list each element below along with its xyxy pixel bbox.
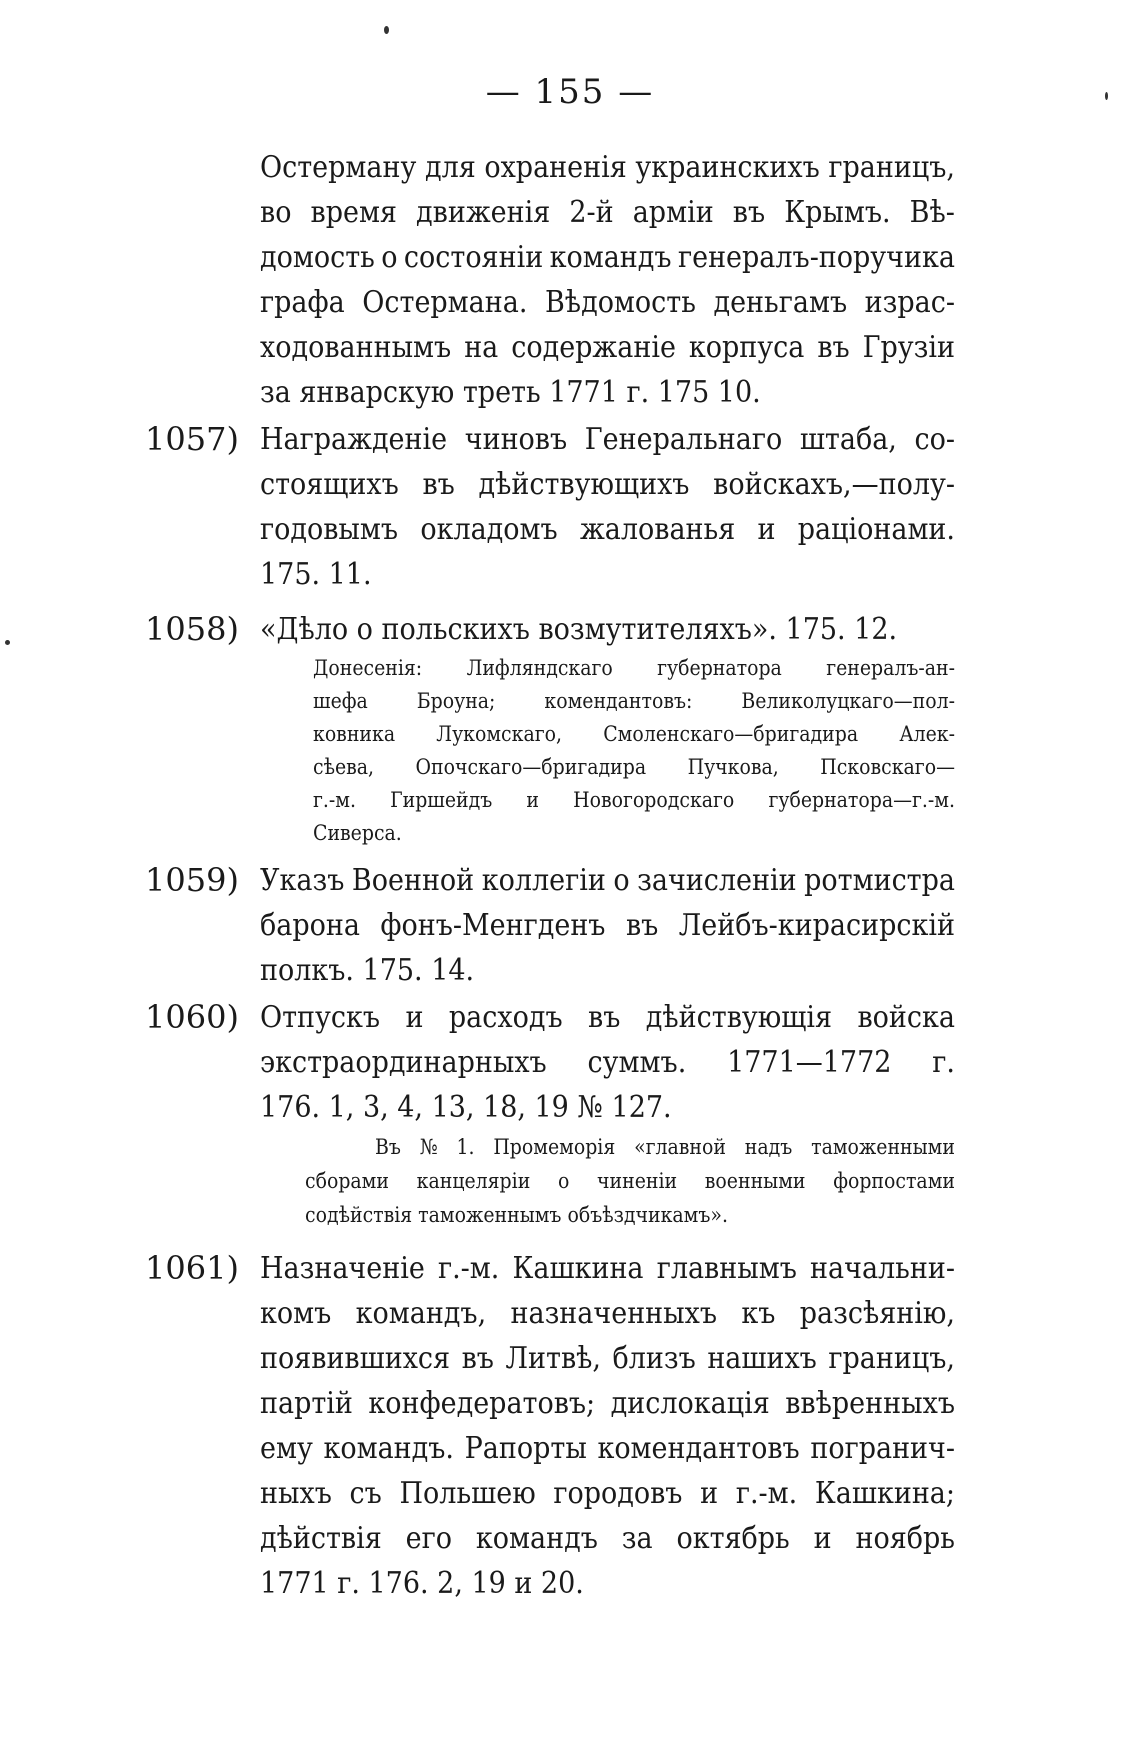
intro-paragraph xyxy=(260,145,955,415)
note-line xyxy=(375,1130,955,1164)
text-line xyxy=(260,903,955,948)
page-number: — 155 — xyxy=(485,72,655,112)
word: дислокація xyxy=(610,1386,770,1421)
word: губернатора xyxy=(657,656,782,680)
word: командъ xyxy=(475,1521,598,1556)
word: командъ, xyxy=(355,1296,487,1331)
word: въ xyxy=(588,1000,621,1035)
word: на xyxy=(464,330,499,365)
word: чиновъ xyxy=(464,422,568,457)
word: штаба, xyxy=(799,422,897,457)
text-line xyxy=(260,190,955,235)
word: окладомъ xyxy=(420,512,558,547)
word: израс- xyxy=(864,285,955,320)
word: Остермана. xyxy=(362,285,528,320)
word: Вѣдомость xyxy=(544,285,696,320)
word: г.-м. xyxy=(735,1476,798,1511)
word: губернатора—г.-м. xyxy=(768,788,955,812)
entry-1057 xyxy=(145,417,955,597)
text-line xyxy=(260,995,955,1040)
entry-number: 1058) xyxy=(145,610,239,648)
text-line xyxy=(260,1426,955,1471)
word: дѣйствующія xyxy=(645,1000,833,1035)
word: въ xyxy=(732,195,766,230)
text-line xyxy=(260,1381,955,1426)
word: ввѣренныхъ xyxy=(785,1386,955,1421)
entry-1059 xyxy=(145,858,955,993)
word: Награжденіе xyxy=(260,422,448,457)
word: шефа xyxy=(313,689,368,713)
word: во xyxy=(260,195,292,230)
word: Остерману xyxy=(260,150,417,185)
text-line: 1771 г. 176. 2, 19 и 20. xyxy=(260,1566,584,1601)
word: г. xyxy=(932,1045,955,1080)
word: Лейбъ-кирасирскій xyxy=(678,908,955,943)
print-speck xyxy=(384,26,389,34)
entry-number: 1059) xyxy=(145,861,239,899)
word: границъ, xyxy=(828,150,955,185)
word: нашихъ xyxy=(707,1341,817,1376)
text-line xyxy=(260,1471,955,1516)
entry-1061 xyxy=(145,1246,955,1606)
note-line: содѣйствія таможеннымъ объѣздчикамъ». xyxy=(305,1203,728,1227)
word: назначенныхъ xyxy=(510,1296,718,1331)
word: фонъ-Менгденъ xyxy=(380,908,606,943)
word: и xyxy=(700,1476,719,1511)
word: разсѣянію, xyxy=(799,1296,955,1331)
word: комъ xyxy=(260,1296,332,1331)
word: Броуна; xyxy=(416,689,496,713)
word: № xyxy=(419,1135,438,1159)
word: Военной xyxy=(351,863,475,898)
word: корпуса xyxy=(688,330,805,365)
text-line xyxy=(260,1336,955,1381)
word: сборами xyxy=(305,1169,389,1193)
word: близъ xyxy=(612,1341,696,1376)
word: домость xyxy=(260,240,375,275)
word: партій xyxy=(260,1386,353,1421)
word: форпостами xyxy=(833,1169,955,1193)
word: Гиршейдъ xyxy=(390,788,493,812)
text-line xyxy=(260,1040,955,1085)
word: со- xyxy=(914,422,955,457)
word: ныхъ xyxy=(260,1476,332,1511)
entry-note xyxy=(313,652,955,850)
word: Псковскаго— xyxy=(820,755,955,779)
text-line xyxy=(260,1291,955,1336)
word: время xyxy=(310,195,397,230)
entry-number: 1060) xyxy=(145,998,239,1036)
word: появившихся xyxy=(260,1341,451,1376)
print-speck xyxy=(1105,92,1108,100)
word: границъ, xyxy=(828,1341,955,1376)
word: о xyxy=(381,240,398,275)
word: городовъ xyxy=(553,1476,683,1511)
word: чиненіи xyxy=(597,1169,678,1193)
word: Литвѣ, xyxy=(505,1341,601,1376)
word: деньгамъ xyxy=(713,285,848,320)
word: движенія xyxy=(416,195,551,230)
word: и xyxy=(526,788,540,812)
word: годовымъ xyxy=(260,512,399,547)
note-line xyxy=(313,652,955,685)
word: Польшею xyxy=(399,1476,536,1511)
word: генералъ-ан- xyxy=(826,656,955,680)
entry-number: 1057) xyxy=(145,420,239,458)
word: его xyxy=(405,1521,453,1556)
word: Кашкина xyxy=(512,1251,644,1286)
word: погранич- xyxy=(810,1431,955,1466)
word: и xyxy=(405,1000,424,1035)
word: дѣйствующихъ xyxy=(478,467,690,502)
note-line: Сиверса. xyxy=(313,821,402,845)
note-line xyxy=(313,751,955,784)
word: г.-м. xyxy=(313,788,356,812)
text-line xyxy=(260,462,955,507)
word: арміи xyxy=(632,195,714,230)
text-line: за январскую треть 1771 г. 175 10. xyxy=(260,375,761,410)
word: главнымъ xyxy=(656,1251,797,1286)
word: дѣйствія xyxy=(260,1521,382,1556)
word: военными xyxy=(704,1169,806,1193)
word: 1771—1772 xyxy=(727,1045,892,1080)
word: о xyxy=(557,1169,570,1193)
text-line: 176. 1, 3, 4, 13, 18, 19 № 127. xyxy=(260,1090,672,1125)
word: октябрь xyxy=(676,1521,790,1556)
word: ходованнымъ xyxy=(260,330,452,365)
word: командъ. xyxy=(323,1431,455,1466)
word: раціонами. xyxy=(797,512,955,547)
entry-note xyxy=(305,1130,955,1232)
word: комендантовъ: xyxy=(544,689,693,713)
word: суммъ. xyxy=(587,1045,687,1080)
word: Назначеніе xyxy=(260,1251,425,1286)
word: командъ xyxy=(549,240,672,275)
word: Кашкина; xyxy=(814,1476,955,1511)
note-line xyxy=(313,784,955,817)
note-line xyxy=(313,718,955,751)
word: Опочскаго—бригадира xyxy=(415,755,647,779)
entry-1058 xyxy=(145,607,955,850)
word: и xyxy=(813,1521,832,1556)
word: Отпускъ xyxy=(260,1000,381,1035)
word: для xyxy=(424,150,476,185)
word: Алек- xyxy=(899,722,955,746)
word: конфедератовъ; xyxy=(368,1386,596,1421)
word: Въ xyxy=(375,1135,401,1159)
text-line: полкъ. 175. 14. xyxy=(260,953,475,988)
word: ему xyxy=(260,1431,313,1466)
word: за xyxy=(621,1521,653,1556)
word: ротмистра xyxy=(804,863,955,898)
word: украинскихъ xyxy=(635,150,820,185)
word: Вѣ- xyxy=(909,195,955,230)
word: и xyxy=(757,512,776,547)
word: Рапорты xyxy=(464,1431,587,1466)
word: Пучкова, xyxy=(687,755,779,779)
word: Лукомскаго, xyxy=(436,722,562,746)
word: состояніи xyxy=(403,240,544,275)
word: въ xyxy=(625,908,659,943)
text-line xyxy=(260,1516,955,1561)
word: начальни- xyxy=(810,1251,955,1286)
note-line xyxy=(305,1164,955,1198)
word: съ xyxy=(349,1476,382,1511)
word: Лифляндскаго xyxy=(466,656,613,680)
word: ковника xyxy=(313,722,396,746)
text-line xyxy=(260,325,955,370)
word: жалованья xyxy=(579,512,736,547)
word: въ xyxy=(461,1341,494,1376)
word: экстраординарныхъ xyxy=(260,1045,547,1080)
word: стоящихъ xyxy=(260,467,399,502)
text-line: «Дѣло о польскихъ возмутителяхъ». 175. 12. xyxy=(260,612,898,647)
word: барона xyxy=(260,908,360,943)
text-line: 175. 11. xyxy=(260,557,372,592)
word: 1. xyxy=(456,1135,475,1159)
word: Великолуцкаго—пол- xyxy=(741,689,955,713)
word: 2-й xyxy=(569,195,614,230)
word: Генеральнаго xyxy=(584,422,783,457)
word: Указъ xyxy=(260,863,345,898)
entry-number: 1061) xyxy=(145,1249,239,1287)
text-line xyxy=(260,145,955,190)
entry-1060 xyxy=(145,995,955,1232)
word: къ xyxy=(741,1296,776,1331)
text-line xyxy=(260,858,955,903)
word: канцеляріи xyxy=(416,1169,531,1193)
word: зачисленіи xyxy=(637,863,797,898)
word: содержаніе xyxy=(511,330,676,365)
word: войска xyxy=(857,1000,955,1035)
note-line xyxy=(313,685,955,718)
word: Донесенія: xyxy=(313,656,423,680)
word: комендантовъ xyxy=(597,1431,800,1466)
word: въ xyxy=(422,467,455,502)
word: Новогородскаго xyxy=(573,788,735,812)
word: войскахъ,—полу- xyxy=(713,467,955,502)
word: г.-м. xyxy=(437,1251,500,1286)
word: «главной xyxy=(634,1135,726,1159)
word: таможенными xyxy=(811,1135,955,1159)
text-line xyxy=(260,507,955,552)
word: сѣева, xyxy=(313,755,375,779)
text-line xyxy=(260,1246,955,1291)
text-line xyxy=(260,280,955,325)
document-body xyxy=(145,145,955,1606)
word: Промеморія xyxy=(493,1135,616,1159)
word: охраненія xyxy=(484,150,627,185)
word: Смоленскаго—бригадира xyxy=(603,722,859,746)
word: ноябрь xyxy=(855,1521,955,1556)
word: коллегіи xyxy=(481,863,606,898)
word: графа xyxy=(260,285,345,320)
word: въ xyxy=(817,330,850,365)
text-line xyxy=(260,235,955,280)
text-line xyxy=(260,417,955,462)
word: о xyxy=(613,863,630,898)
word: Грузіи xyxy=(862,330,955,365)
word: генералъ-поручика xyxy=(677,240,955,275)
word: расходъ xyxy=(448,1000,563,1035)
word: Крымъ. xyxy=(784,195,891,230)
word: надъ xyxy=(744,1135,793,1159)
print-speck xyxy=(5,640,10,645)
